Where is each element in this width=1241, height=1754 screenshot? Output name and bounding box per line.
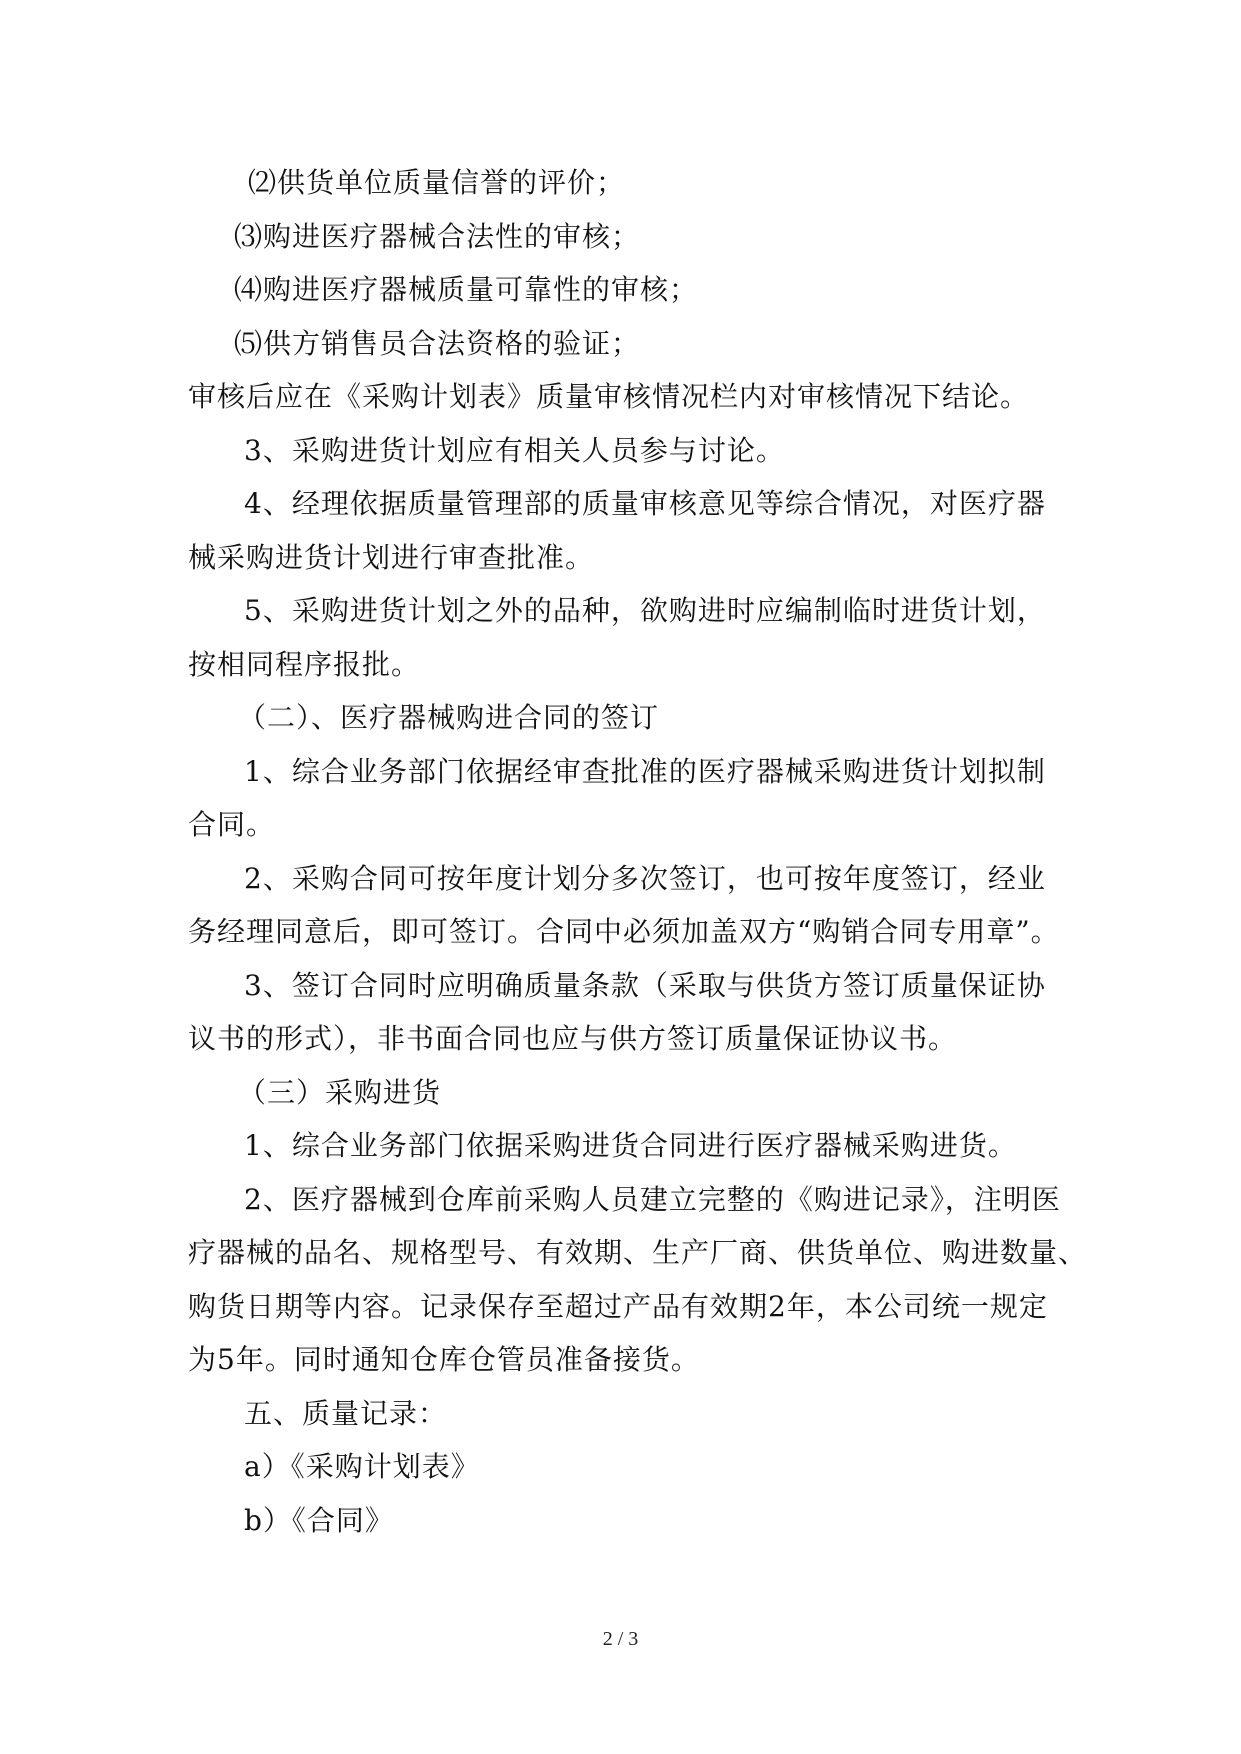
text-line: 疗器械的品名、规格型号、有效期、生产厂商、供货单位、购进数量、 [188, 1236, 1088, 1269]
text-line: ⑶购进医疗器械合法性的审核； [234, 219, 641, 253]
text-line: 务经理同意后，即可签订。合同中必须加盖双方“购销合同专用章”。 [188, 915, 1060, 948]
text-line: 械采购进货计划进行审查批准。 [188, 540, 595, 574]
text-line: 2、采购合同可按年度计划分多次签订，也可按年度签订，经业 [244, 861, 1046, 895]
section-heading: （二）、医疗器械购进合同的签订 [238, 701, 660, 734]
text-line: 1、综合业务部门依据经审查批准的医疗器械采购进货计划拟制 [244, 754, 1046, 788]
text-line: ⑸供方销售员合法资格的验证； [234, 326, 641, 360]
section-heading: 五、质量记录： [244, 1396, 448, 1430]
text-line: 5、采购进货计划之外的品种，欲购进时应编制临时进货计划， [244, 594, 1046, 627]
text-line: 2、医疗器械到仓库前采购人员建立完整的《购进记录》，注明医 [244, 1182, 1061, 1216]
text-line: ⑷购进医疗器械质量可靠性的审核； [234, 273, 699, 306]
text-line: 议书的形式），非书面合同也应与供方签订质量保证协议书。 [188, 1022, 958, 1055]
text-line: 3、采购进货计划应有相关人员参与讨论。 [244, 433, 785, 467]
text-line: 购货日期等内容。记录保存至超过产品有效期2年，本公司统一规定 [188, 1289, 1048, 1323]
list-item: b）《合同》 [244, 1503, 394, 1537]
list-item: a）《采购计划表》 [244, 1450, 480, 1483]
text-line: 审核后应在《采购计划表》质量审核情况栏内对审核情况下结论。 [188, 380, 1030, 413]
text-line: ⑵供货单位质量信誉的评价； [248, 166, 626, 199]
text-line: 按相同程序报批。 [188, 647, 421, 681]
text-line: 3、签订合同时应明确质量条款（采取与供货方签订质量保证协 [244, 968, 1046, 1002]
text-line: 为5年。同时通知仓库仓管员准备接货。 [188, 1343, 700, 1376]
page-number: 2 / 3 [602, 1628, 639, 1650]
text-line: 合同。 [188, 808, 276, 841]
section-heading: （三）采购进货 [238, 1075, 442, 1109]
text-line: 4、经理依据质量管理部的质量审核意见等综合情况，对医疗器 [244, 487, 1046, 520]
document-body [188, 156, 1088, 1547]
text-line: 1、综合业务部门依据采购进货合同进行医疗器械采购进货。 [244, 1129, 1017, 1162]
